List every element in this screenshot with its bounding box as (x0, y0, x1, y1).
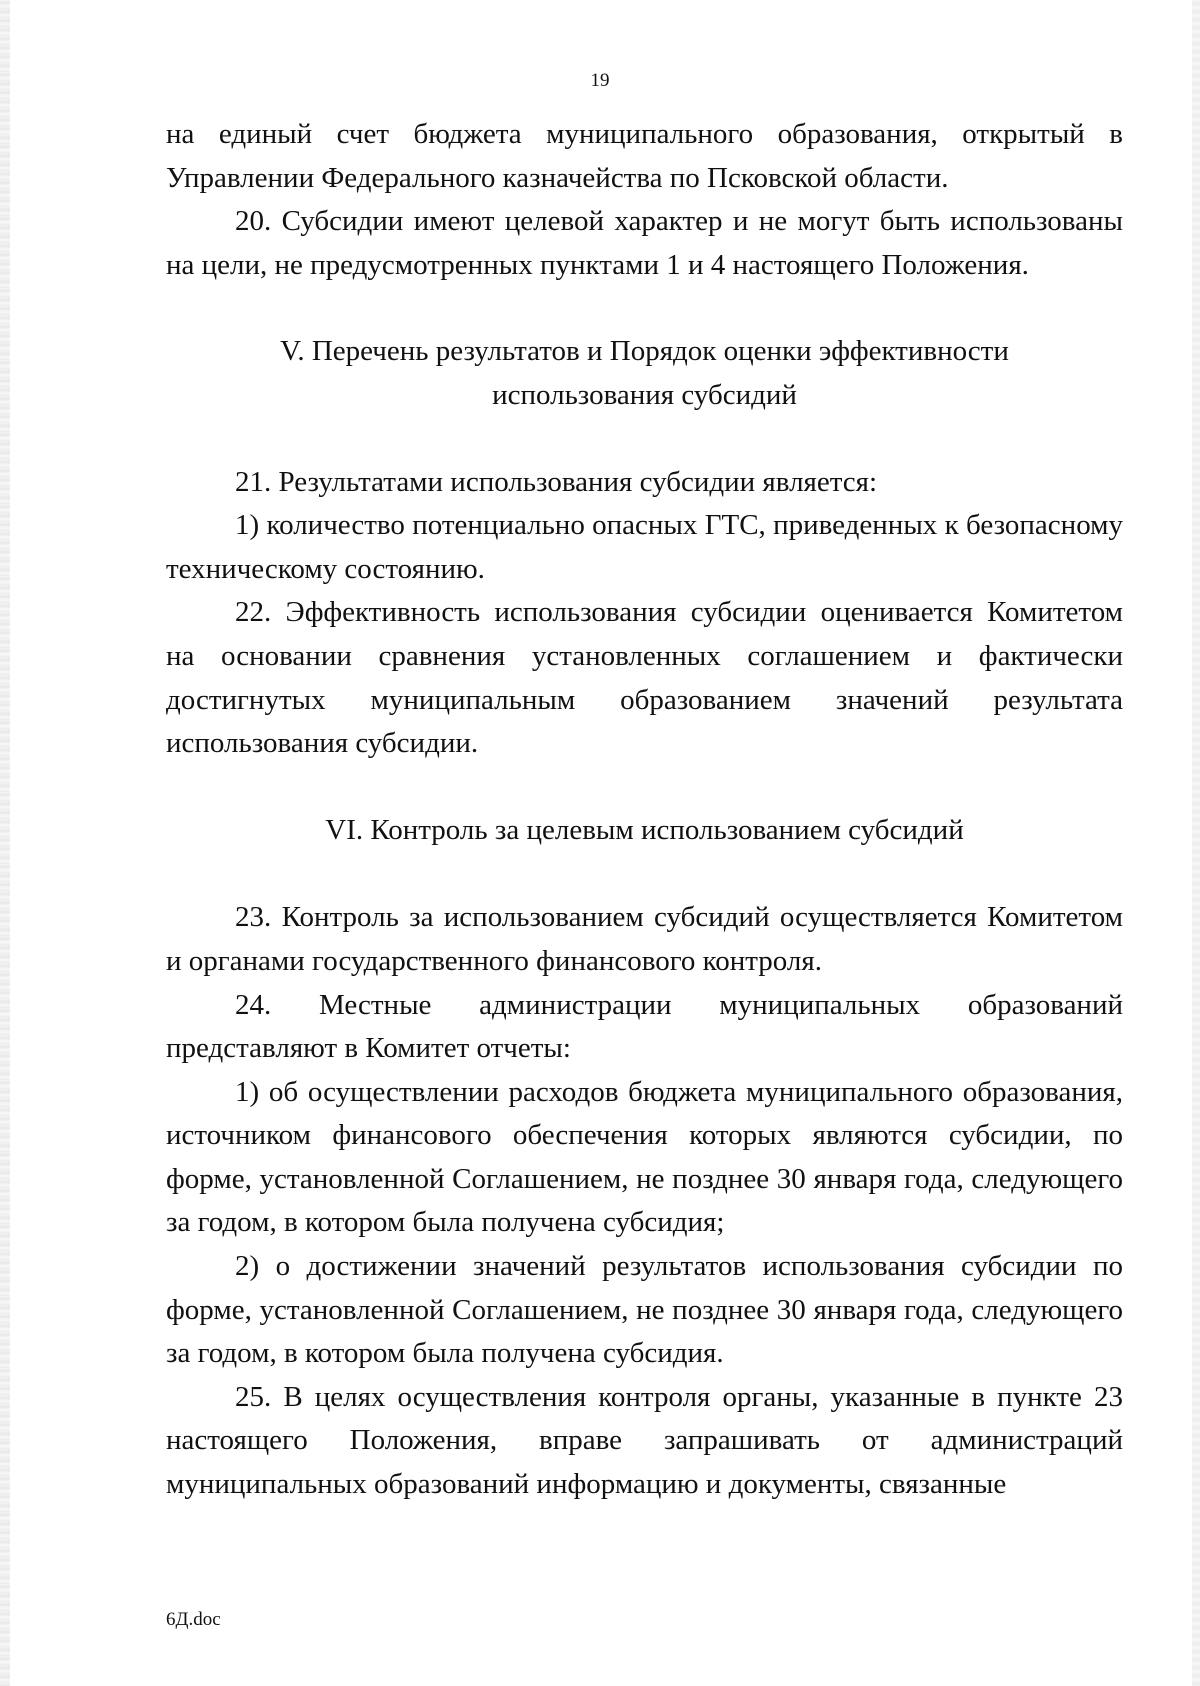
spacer (166, 418, 1123, 461)
paragraph-24: 24. Местные администрации муниципальных образований представляют в Комитет отчеты: (166, 988, 1123, 1065)
paragraph-21: 21. Результатами использования субсидии является: (235, 465, 878, 498)
page-number: 19 (590, 70, 610, 91)
section-5-heading-line-2: использования субсидий (492, 378, 797, 411)
footer-filename: 6Д.doc (166, 1609, 221, 1630)
scan-edge-left (0, 0, 10, 1686)
spacer (166, 852, 1123, 896)
paragraph-24-item-1: 1) об осуществлении расходов бюджета муниципального образования, источником финансового обеспечения которых являются субсидии, по форме, установленной Соглашением, не позднее 30 января года, следующего за годом, в котором была получена субсидия; (166, 1075, 1123, 1239)
paragraph-21-item-1: 1) количество потенциально опасных ГТС, приведенных к безопасному техническому состоянию. (166, 509, 1123, 585)
paragraph-23: 23. Контроль за использованием субсидий осуществляется Комитетом и органами государственного финансового контроля. (166, 901, 1123, 977)
paragraph-20: 20. Субсидии имеют целевой характер и не могут быть использованы на цели, не предусмотренных пунктами 1 и 4 настоящего Положения. (166, 205, 1123, 281)
document-body (166, 113, 1123, 1507)
paragraph-continuation: на единый счет бюджета муниципального образования, открытый в Управлении Федерального казначейства по Псковской области. (166, 118, 1123, 194)
spacer (166, 766, 1123, 809)
scan-edge-right (1192, 0, 1200, 1686)
paragraph-25: 25. В целях осуществления контроля органы, указанные в пункте 23 настоящего Положения, вправе запрашивать от администраций муниципальных образований информацию и документы, связанные (166, 1380, 1123, 1501)
paragraph-22: 22. Эффективность использования субсидии оценивается Комитетом на основании сравнения установленных соглашением и фактически достигнутых муниципальным образованием значений результата использования субсидии. (166, 596, 1123, 760)
spacer (166, 287, 1123, 330)
paragraph-24-item-2: 2) о достижении значений результатов использования субсидии по форме, установленной Соглашением, не позднее 30 января года, следующего за годом, в котором была получена субсидия. (166, 1250, 1123, 1370)
section-6-heading: VI. Контроль за целевым использованием субсидий (325, 813, 964, 846)
section-5-heading-line-1: V. Перечень результатов и Порядок оценки эффективности (280, 335, 1009, 368)
